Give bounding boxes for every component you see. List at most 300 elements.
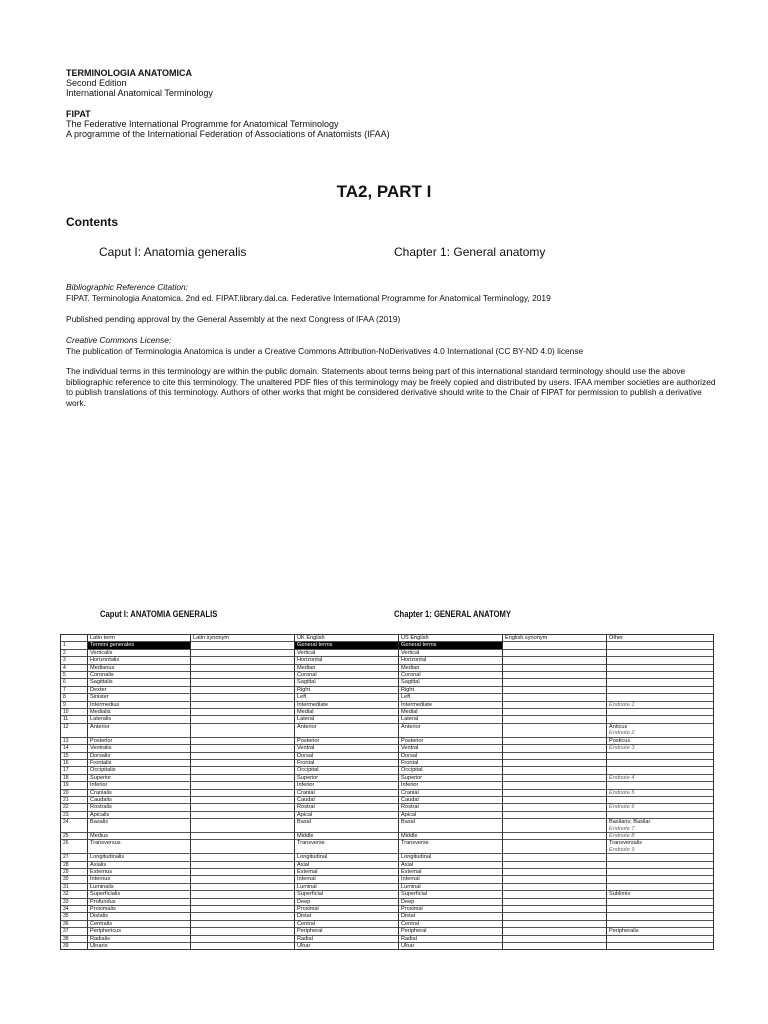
uk-english-cell bbox=[295, 854, 399, 861]
row-number-cell bbox=[61, 891, 88, 898]
us-english-text: Longitudinal bbox=[401, 854, 432, 861]
uk-english-cell bbox=[295, 906, 399, 913]
latin-term-text: Horizontalis bbox=[90, 657, 120, 664]
latin-term-text: Anterior bbox=[90, 723, 110, 730]
uk-english-text: Horizontal bbox=[297, 657, 323, 664]
table-row bbox=[61, 709, 714, 716]
endnote-reference: Endnote 3 bbox=[609, 745, 635, 752]
us-english-cell bbox=[399, 642, 503, 649]
us-english-cell bbox=[399, 774, 503, 781]
license-text: The publication of Terminologia Anatomica is under a Creative Commons Attribution-NoDerivatives 4.0 International (CC BY-ND 4.0) license bbox=[66, 345, 584, 356]
latin-term-cell bbox=[88, 920, 191, 927]
us-english-text: External bbox=[401, 869, 422, 875]
table-row bbox=[61, 819, 714, 833]
us-english-cell bbox=[399, 796, 503, 803]
latin-term-cell bbox=[88, 789, 191, 796]
us-english-text: Rostral bbox=[401, 804, 419, 811]
uk-english-text: Ulnar bbox=[297, 943, 311, 950]
us-english-cell bbox=[399, 686, 503, 693]
other-cell bbox=[607, 920, 714, 927]
us-english-text: Distal bbox=[401, 913, 415, 920]
uk-english-text: Distal bbox=[297, 913, 311, 920]
row-number-cell bbox=[61, 657, 88, 664]
english-synonym-cell bbox=[503, 943, 607, 950]
latin-term-text: Externus bbox=[90, 869, 113, 875]
table-header-row bbox=[61, 635, 714, 642]
table-row bbox=[61, 649, 714, 656]
us-english-cell bbox=[399, 737, 503, 744]
row-number-cell bbox=[61, 737, 88, 744]
us-english-cell bbox=[399, 679, 503, 686]
us-english-cell bbox=[399, 891, 503, 898]
latin-synonym-cell bbox=[191, 913, 295, 920]
latin-term-cell bbox=[88, 840, 191, 854]
us-english-cell bbox=[399, 876, 503, 883]
latin-term-text: Cranialis bbox=[90, 789, 112, 796]
english-synonym-cell bbox=[503, 745, 607, 752]
latin-term-text: Caudalis bbox=[90, 796, 112, 803]
row-number-cell bbox=[61, 774, 88, 781]
latin-term-text: Rostralis bbox=[90, 804, 112, 811]
english-synonym-cell bbox=[503, 657, 607, 664]
latin-term-cell bbox=[88, 913, 191, 920]
other-cell bbox=[607, 657, 714, 664]
uk-english-cell bbox=[295, 649, 399, 656]
uk-english-cell bbox=[295, 876, 399, 883]
uk-english-text: Frontal bbox=[297, 759, 315, 766]
other-cell bbox=[607, 832, 714, 839]
uk-english-cell bbox=[295, 935, 399, 942]
latin-term-cell bbox=[88, 804, 191, 811]
uk-english-cell bbox=[295, 928, 399, 935]
latin-synonym-cell bbox=[191, 701, 295, 708]
row-number-cell bbox=[61, 752, 88, 759]
uk-english-cell bbox=[295, 869, 399, 876]
other-cell bbox=[607, 694, 714, 701]
latin-term-cell bbox=[88, 679, 191, 686]
us-english-text: Luminal bbox=[401, 883, 421, 890]
latin-synonym-cell bbox=[191, 819, 295, 833]
us-english-text: Caudal bbox=[401, 796, 419, 803]
latin-term-text: Longitudinalis bbox=[90, 854, 125, 861]
column-header: Latin synonym bbox=[191, 635, 295, 642]
latin-synonym-cell bbox=[191, 891, 295, 898]
row-number-cell bbox=[61, 686, 88, 693]
latin-term-cell bbox=[88, 861, 191, 868]
uk-english-text: Caudal bbox=[297, 796, 315, 803]
us-english-cell bbox=[399, 913, 503, 920]
uk-english-cell bbox=[295, 782, 399, 789]
table-row bbox=[61, 716, 714, 723]
edition: Second Edition bbox=[66, 78, 127, 88]
us-english-text: Median bbox=[401, 664, 420, 671]
english-synonym-cell bbox=[503, 869, 607, 876]
row-number-cell bbox=[61, 832, 88, 839]
column-header: English synonym bbox=[503, 635, 607, 642]
row-number-text: 8 bbox=[63, 694, 66, 701]
latin-synonym-cell bbox=[191, 774, 295, 781]
endnote-reference: Endnote 5 bbox=[609, 789, 635, 796]
us-english-cell bbox=[399, 928, 503, 935]
row-number-text: 15 bbox=[63, 752, 69, 759]
us-english-cell bbox=[399, 811, 503, 818]
latin-term-cell bbox=[88, 767, 191, 774]
latin-term-text: Basalis bbox=[90, 819, 109, 826]
row-number-cell bbox=[61, 811, 88, 818]
english-synonym-cell bbox=[503, 876, 607, 883]
latin-term-cell bbox=[88, 745, 191, 752]
other-cell bbox=[607, 782, 714, 789]
english-synonym-cell bbox=[503, 686, 607, 693]
us-english-text: Inferior bbox=[401, 782, 419, 789]
us-english-cell bbox=[399, 906, 503, 913]
english-synonym-cell bbox=[503, 883, 607, 890]
other-cell bbox=[607, 789, 714, 796]
other-cell bbox=[607, 804, 714, 811]
us-english-cell bbox=[399, 935, 503, 942]
english-synonym-cell bbox=[503, 840, 607, 854]
latin-synonym-cell bbox=[191, 782, 295, 789]
uk-english-text: Peripheral bbox=[297, 928, 323, 935]
us-english-cell bbox=[399, 819, 503, 833]
latin-term-text: Inferior bbox=[90, 782, 108, 789]
other-cell bbox=[607, 819, 714, 833]
row-number-text: 24 bbox=[63, 819, 69, 826]
english-synonym-cell bbox=[503, 832, 607, 839]
table-row bbox=[61, 789, 714, 796]
latin-term-cell bbox=[88, 782, 191, 789]
uk-english-cell bbox=[295, 920, 399, 927]
us-english-text: Apical bbox=[401, 811, 417, 818]
latin-synonym-cell bbox=[191, 811, 295, 818]
row-number-cell bbox=[61, 804, 88, 811]
contents-heading: Contents bbox=[66, 215, 118, 229]
row-number-text: 36 bbox=[63, 920, 69, 927]
endnote-reference: Endnote 6 bbox=[609, 804, 635, 811]
latin-synonym-cell bbox=[191, 737, 295, 744]
row-number-text: 28 bbox=[63, 861, 69, 868]
us-english-cell bbox=[399, 869, 503, 876]
endnote-reference: Endnote 1 bbox=[609, 701, 635, 708]
latin-term-cell bbox=[88, 709, 191, 716]
us-english-cell bbox=[399, 861, 503, 868]
row-number-cell bbox=[61, 642, 88, 649]
row-number-text: 20 bbox=[63, 789, 69, 796]
latin-synonym-cell bbox=[191, 869, 295, 876]
uk-english-text: Intermediate bbox=[297, 701, 329, 708]
row-number-text: 17 bbox=[63, 767, 69, 774]
latin-synonym-cell bbox=[191, 804, 295, 811]
table-row bbox=[61, 701, 714, 708]
latin-term-cell bbox=[88, 891, 191, 898]
latin-term-cell bbox=[88, 649, 191, 656]
uk-english-cell bbox=[295, 716, 399, 723]
document-title: TERMINOLOGIA ANATOMICA bbox=[66, 68, 192, 78]
row-number-text: 23 bbox=[63, 811, 69, 818]
row-number-cell bbox=[61, 883, 88, 890]
table-row bbox=[61, 759, 714, 766]
other-cell bbox=[607, 943, 714, 950]
other-cell bbox=[607, 928, 714, 935]
us-english-cell bbox=[399, 745, 503, 752]
english-synonym-cell bbox=[503, 906, 607, 913]
us-english-cell bbox=[399, 664, 503, 671]
latin-term-text: Medianus bbox=[90, 664, 115, 671]
us-english-text: General terms bbox=[401, 642, 437, 649]
uk-english-text: Cranial bbox=[297, 789, 315, 796]
table-row bbox=[61, 796, 714, 803]
us-english-cell bbox=[399, 752, 503, 759]
row-number-cell bbox=[61, 745, 88, 752]
us-english-text: Middle bbox=[401, 832, 418, 839]
row-number-text: 27 bbox=[63, 854, 69, 861]
latin-synonym-cell bbox=[191, 943, 295, 950]
us-english-cell bbox=[399, 782, 503, 789]
latin-synonym-cell bbox=[191, 642, 295, 649]
row-number-cell bbox=[61, 913, 88, 920]
table-row bbox=[61, 840, 714, 854]
latin-term-cell bbox=[88, 819, 191, 833]
table-row bbox=[61, 694, 714, 701]
row-number-text: 1 bbox=[63, 642, 66, 649]
us-english-text: Intermediate bbox=[401, 701, 433, 708]
english-synonym-cell bbox=[503, 811, 607, 818]
latin-term-text: Periphericus bbox=[90, 928, 122, 935]
uk-english-cell bbox=[295, 774, 399, 781]
english-synonym-cell bbox=[503, 782, 607, 789]
uk-english-text: Sagittal bbox=[297, 679, 316, 686]
table-row bbox=[61, 906, 714, 913]
uk-english-cell bbox=[295, 752, 399, 759]
us-english-cell bbox=[399, 854, 503, 861]
row-number-text: 10 bbox=[63, 709, 69, 716]
english-synonym-cell bbox=[503, 854, 607, 861]
uk-english-text: Transverse bbox=[297, 840, 325, 847]
table-row bbox=[61, 943, 714, 950]
latin-synonym-cell bbox=[191, 796, 295, 803]
us-english-text: Anterior bbox=[401, 723, 421, 730]
uk-english-text: Vertical bbox=[297, 649, 316, 656]
other-cell bbox=[607, 854, 714, 861]
row-number-text: 39 bbox=[63, 943, 69, 950]
row-number-cell bbox=[61, 840, 88, 854]
row-number-cell bbox=[61, 767, 88, 774]
row-number-cell bbox=[61, 796, 88, 803]
us-english-text: Radial bbox=[401, 935, 417, 942]
latin-term-cell bbox=[88, 686, 191, 693]
latin-term-cell bbox=[88, 869, 191, 876]
latin-synonym-cell bbox=[191, 767, 295, 774]
latin-term-cell bbox=[88, 832, 191, 839]
column-header: US English bbox=[399, 635, 503, 642]
row-number-cell bbox=[61, 782, 88, 789]
latin-term-cell bbox=[88, 642, 191, 649]
us-english-cell bbox=[399, 840, 503, 854]
english-synonym-cell bbox=[503, 664, 607, 671]
row-number-cell bbox=[61, 723, 88, 737]
other-cell bbox=[607, 774, 714, 781]
table-row bbox=[61, 869, 714, 876]
other-cell bbox=[607, 679, 714, 686]
other-cell bbox=[607, 869, 714, 876]
row-number-text: 22 bbox=[63, 804, 69, 811]
latin-synonym-cell bbox=[191, 745, 295, 752]
row-number-cell bbox=[61, 928, 88, 935]
row-number-text: 14 bbox=[63, 745, 69, 752]
row-number-text: 34 bbox=[63, 906, 69, 913]
us-english-text: Superior bbox=[401, 774, 423, 781]
other-cell bbox=[607, 642, 714, 649]
other-text: Sublimis bbox=[609, 891, 631, 898]
endnote-reference: Endnote 9 bbox=[609, 846, 635, 853]
table-row bbox=[61, 832, 714, 839]
us-english-text: Occipital bbox=[401, 767, 423, 774]
row-number-text: 32 bbox=[63, 891, 69, 898]
row-number-cell bbox=[61, 943, 88, 950]
row-number-text: 4 bbox=[63, 664, 66, 671]
row-number-cell bbox=[61, 759, 88, 766]
row-number-text: 18 bbox=[63, 774, 69, 781]
uk-english-cell bbox=[295, 723, 399, 737]
organization-line-2: A programme of the International Federation of Associations of Anatomists (IFAA) bbox=[66, 129, 390, 139]
latin-term-cell bbox=[88, 796, 191, 803]
latin-term-cell bbox=[88, 854, 191, 861]
caput-entry: Caput I: Anatomia generalis bbox=[99, 245, 247, 259]
table-row bbox=[61, 898, 714, 905]
us-english-text: Peripheral bbox=[401, 928, 427, 935]
other-text: Posticus bbox=[609, 737, 631, 744]
table-row bbox=[61, 745, 714, 752]
us-english-text: Lateral bbox=[401, 716, 419, 723]
row-number-cell bbox=[61, 672, 88, 679]
row-number-text: 31 bbox=[63, 883, 69, 890]
uk-english-text: General terms bbox=[297, 642, 333, 649]
uk-english-text: Basal bbox=[297, 819, 311, 826]
uk-english-text: Occipital bbox=[297, 767, 319, 774]
latin-term-text: Ventralis bbox=[90, 745, 112, 752]
latin-term-cell bbox=[88, 876, 191, 883]
other-cell bbox=[607, 745, 714, 752]
latin-term-text: Dexter bbox=[90, 686, 107, 693]
latin-term-text: Axialis bbox=[90, 861, 107, 868]
other-cell bbox=[607, 796, 714, 803]
latin-synonym-cell bbox=[191, 789, 295, 796]
uk-english-text: Median bbox=[297, 664, 316, 671]
organization-name: FIPAT bbox=[66, 109, 91, 119]
organization-line-1: The Federative International Programme for Anatomical Terminology bbox=[66, 119, 339, 129]
table-row bbox=[61, 737, 714, 744]
uk-english-text: Apical bbox=[297, 811, 313, 818]
us-english-text: Basal bbox=[401, 819, 415, 826]
latin-term-text: Superior bbox=[90, 774, 112, 781]
us-english-text: Axial bbox=[401, 861, 414, 868]
us-english-cell bbox=[399, 701, 503, 708]
uk-english-cell bbox=[295, 789, 399, 796]
row-number-text: 30 bbox=[63, 876, 69, 883]
uk-english-cell bbox=[295, 642, 399, 649]
uk-english-text: Luminal bbox=[297, 883, 317, 890]
uk-english-text: Internal bbox=[297, 876, 316, 883]
uk-english-text: Superficial bbox=[297, 891, 324, 898]
latin-term-text: Occipitalis bbox=[90, 767, 116, 774]
row-number-text: 26 bbox=[63, 840, 69, 847]
uk-english-cell bbox=[295, 804, 399, 811]
row-number-cell bbox=[61, 935, 88, 942]
table-row bbox=[61, 804, 714, 811]
table-row bbox=[61, 723, 714, 737]
endnote-reference: Endnote 8 bbox=[609, 832, 635, 839]
latin-term-text: Termini generales bbox=[90, 642, 135, 649]
table-row bbox=[61, 854, 714, 861]
other-cell bbox=[607, 906, 714, 913]
english-synonym-cell bbox=[503, 789, 607, 796]
latin-synonym-cell bbox=[191, 649, 295, 656]
english-synonym-cell bbox=[503, 752, 607, 759]
endnote-reference: Endnote 7 bbox=[609, 825, 635, 832]
english-synonym-cell bbox=[503, 898, 607, 905]
row-number-text: 19 bbox=[63, 782, 69, 789]
other-cell bbox=[607, 716, 714, 723]
row-number-text: 11 bbox=[63, 716, 69, 723]
latin-term-cell bbox=[88, 752, 191, 759]
row-number-cell bbox=[61, 709, 88, 716]
other-cell bbox=[607, 737, 714, 744]
row-number-cell bbox=[61, 876, 88, 883]
us-english-cell bbox=[399, 649, 503, 656]
table-row bbox=[61, 774, 714, 781]
table-row bbox=[61, 913, 714, 920]
other-cell bbox=[607, 891, 714, 898]
uk-english-cell bbox=[295, 811, 399, 818]
published-note: Published pending approval by the General Assembly at the next Congress of IFAA (2019) bbox=[66, 314, 401, 324]
license-block bbox=[66, 335, 716, 356]
chapter-entry: Chapter 1: General anatomy bbox=[394, 245, 546, 259]
us-english-text: Horizontal bbox=[401, 657, 427, 664]
latin-term-cell bbox=[88, 716, 191, 723]
row-number-text: 37 bbox=[63, 928, 69, 935]
english-synonym-cell bbox=[503, 861, 607, 868]
latin-term-text: Intermedius bbox=[90, 701, 120, 708]
row-number-text: 3 bbox=[63, 657, 66, 664]
latin-term-cell bbox=[88, 811, 191, 818]
latin-synonym-cell bbox=[191, 935, 295, 942]
latin-synonym-cell bbox=[191, 686, 295, 693]
latin-term-text: Superficialis bbox=[90, 891, 121, 898]
english-synonym-cell bbox=[503, 796, 607, 803]
other-cell bbox=[607, 935, 714, 942]
latin-synonym-cell bbox=[191, 679, 295, 686]
other-cell bbox=[607, 913, 714, 920]
uk-english-cell bbox=[295, 883, 399, 890]
document-subtitle: International Anatomical Terminology bbox=[66, 88, 213, 98]
other-text: Anticus bbox=[609, 723, 628, 730]
latin-synonym-cell bbox=[191, 876, 295, 883]
us-english-text: Dorsal bbox=[401, 752, 418, 759]
uk-english-cell bbox=[295, 832, 399, 839]
table-row bbox=[61, 782, 714, 789]
other-cell bbox=[607, 898, 714, 905]
us-english-cell bbox=[399, 657, 503, 664]
us-english-text: Posterior bbox=[401, 737, 424, 744]
us-english-cell bbox=[399, 920, 503, 927]
latin-term-text: Posterior bbox=[90, 737, 113, 744]
latin-term-text: Apicalis bbox=[90, 811, 110, 818]
uk-english-text: Rostral bbox=[297, 804, 315, 811]
row-number-cell bbox=[61, 869, 88, 876]
table-row bbox=[61, 679, 714, 686]
table-row bbox=[61, 811, 714, 818]
uk-english-text: Axial bbox=[297, 861, 310, 868]
